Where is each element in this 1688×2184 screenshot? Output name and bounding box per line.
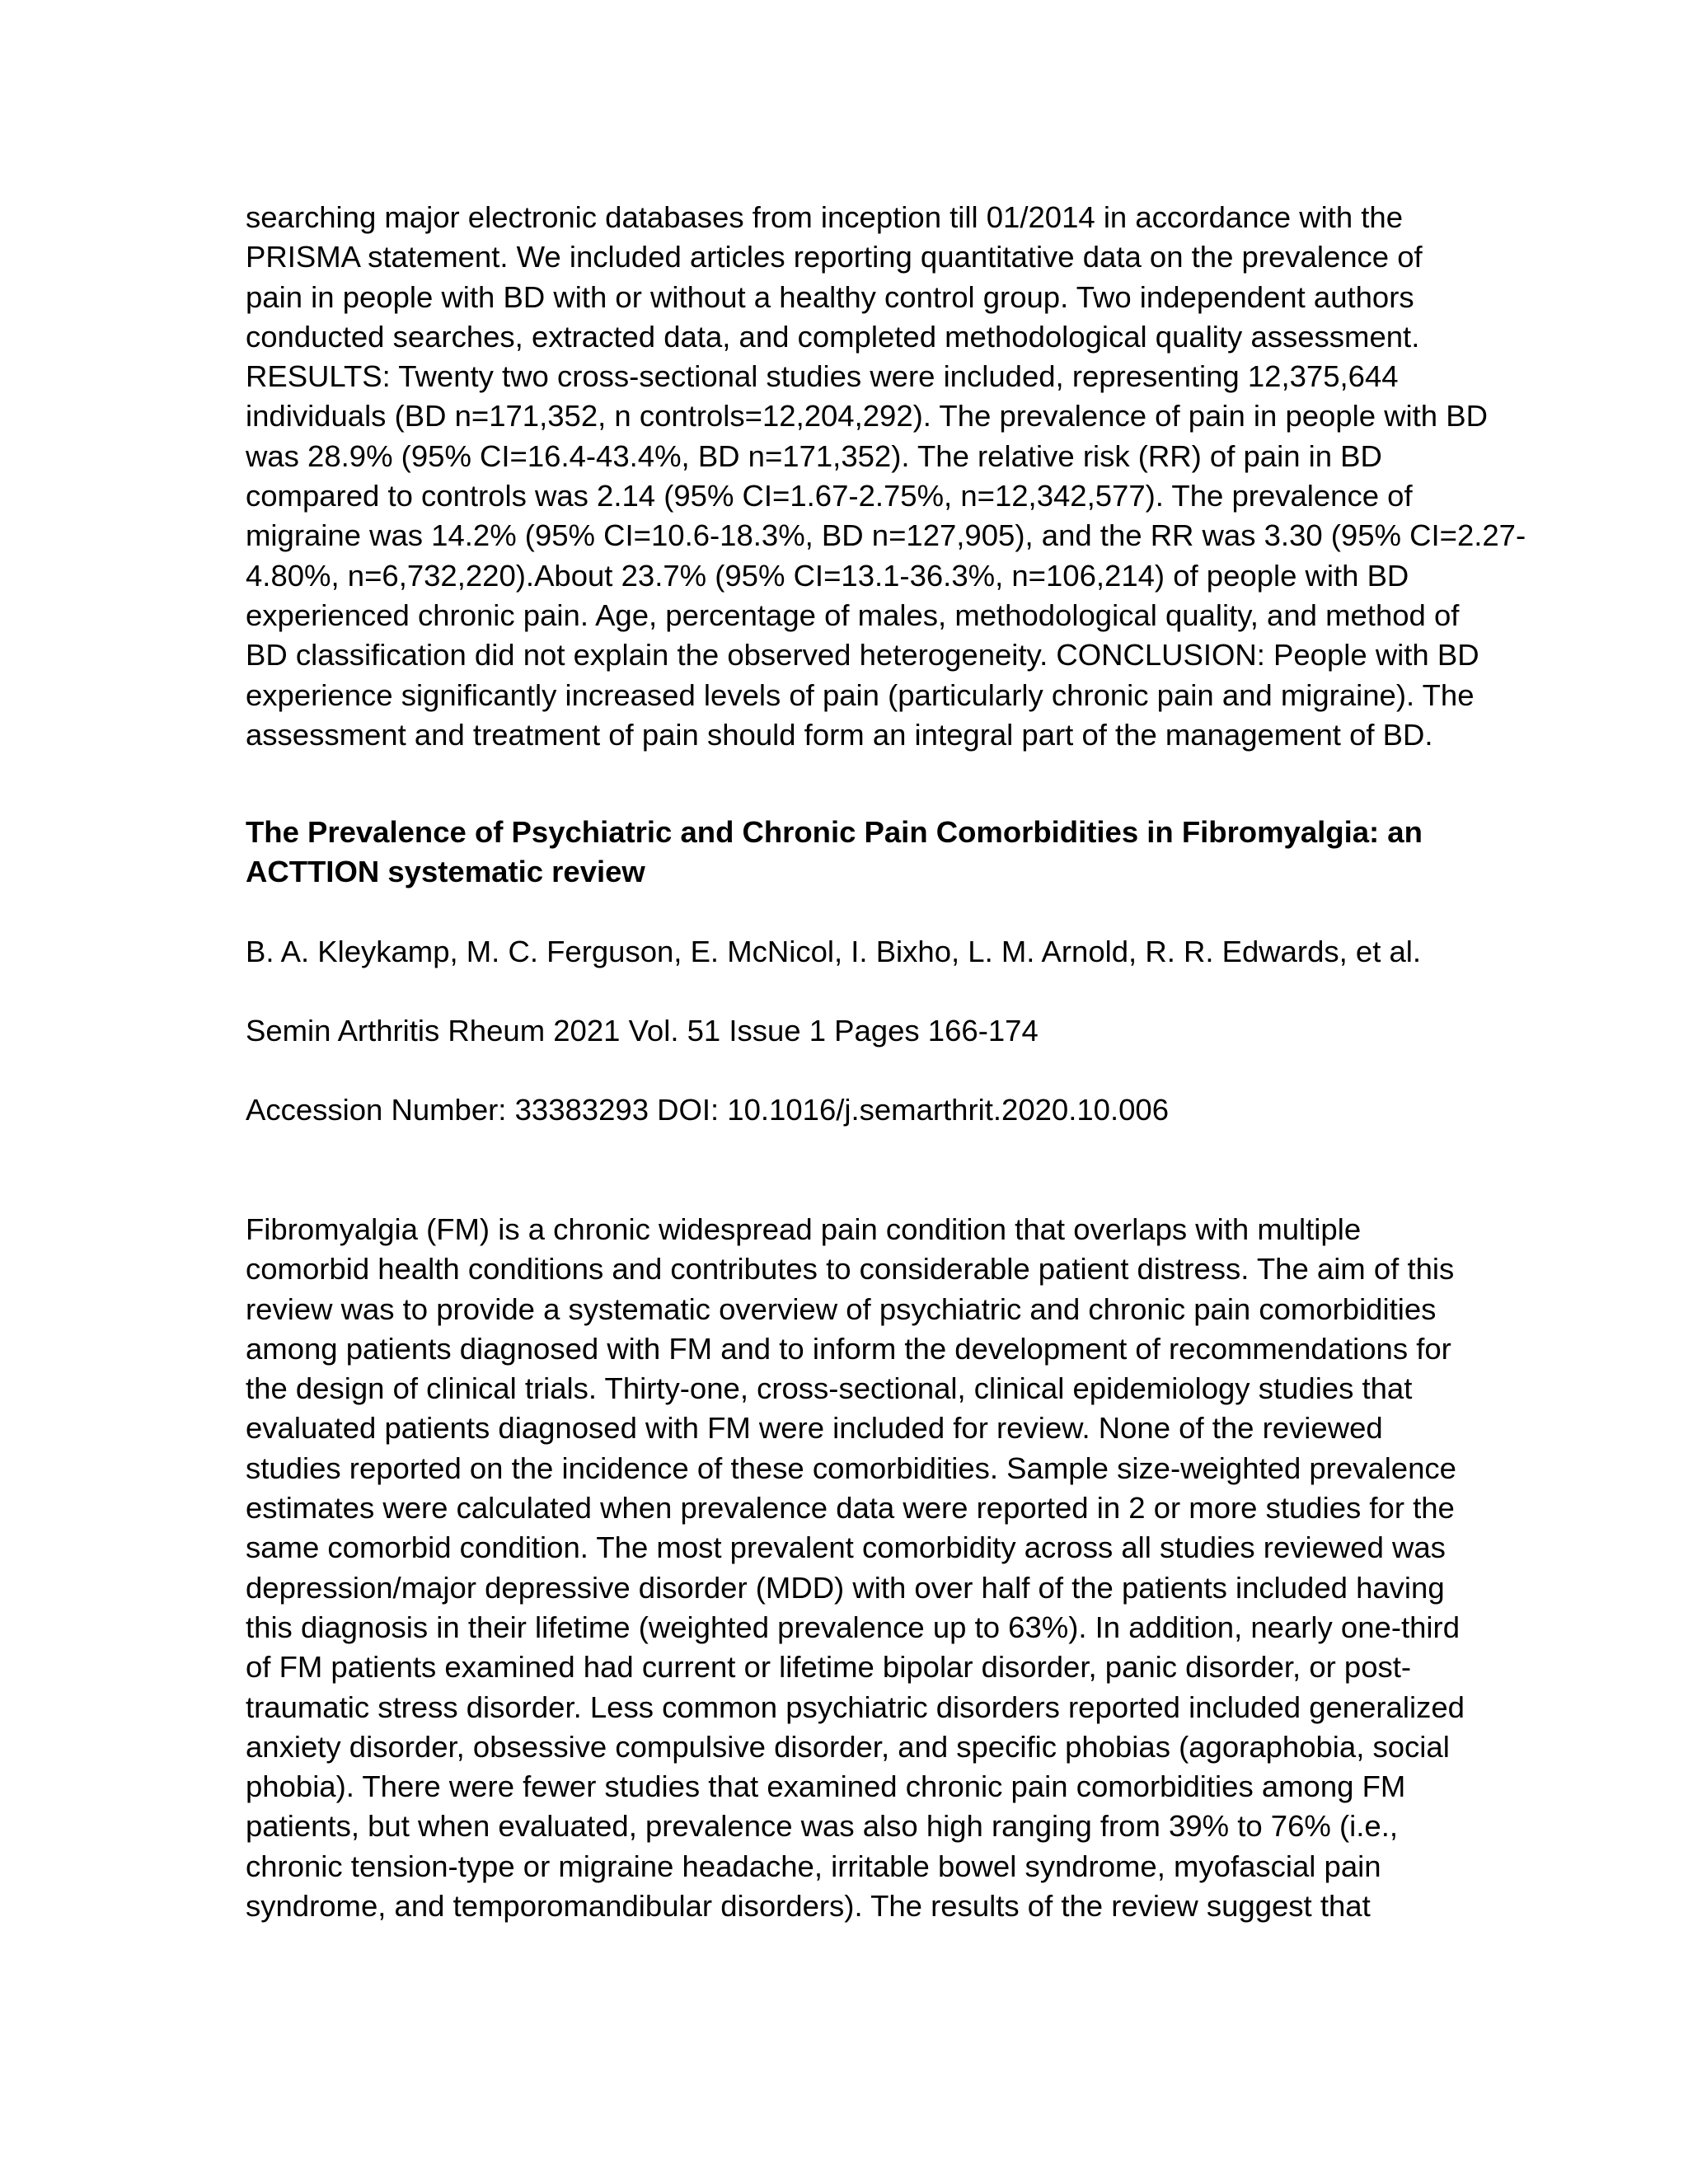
article-title-line: ACTTION systematic review [246, 855, 645, 889]
abstract-line: among patients diagnosed with FM and to inform the development of recommendations for [246, 1331, 1451, 1366]
abstract-line: conducted searches, extracted data, and completed methodological quality assessment. [246, 319, 1420, 354]
abstract-line: RESULTS: Twenty two cross-sectional studies were included, representing 12,375,644 [246, 359, 1399, 394]
previous-abstract-continued [246, 198, 1526, 755]
abstract-line: comorbid health conditions and contributes to considerable patient distress. The aim of this [246, 1252, 1455, 1286]
abstract-line: compared to controls was 2.14 (95% CI=1.67-2.75%, n=12,342,577). The prevalence of [246, 479, 1413, 513]
abstract-line: traumatic stress disorder. Less common psychiatric disorders reported included generalized [246, 1690, 1465, 1724]
abstract-line: patients, but when evaluated, prevalence was also high ranging from 39% to 76% (i.e., [246, 1809, 1398, 1844]
abstract-line: individuals (BD n=171,352, n controls=12,204,292). The prevalence of pain in people with BD [246, 399, 1488, 434]
abstract-line: chronic tension-type or migraine headache, irritable bowel syndrome, myofascial pain [246, 1849, 1381, 1883]
abstract-line: migraine was 14.2% (95% CI=10.6-18.3%, BD n=127,905), and the RR was 3.30 (95% CI=2.27- [246, 518, 1526, 553]
abstract-line: searching major electronic databases from inception till 01/2014 in accordance with the [246, 200, 1404, 234]
article-abstract [246, 1210, 1465, 1926]
abstract-line: same comorbid condition. The most prevalent comorbidity across all studies reviewed was [246, 1530, 1446, 1565]
article-journal: Semin Arthritis Rheum 2021 Vol. 51 Issue 1 Pages 166-174 [246, 1014, 1039, 1047]
article-authors: B. A. Kleykamp, M. C. Ferguson, E. McNicol, I. Bixho, L. M. Arnold, R. R. Edwards, et al. [246, 935, 1422, 968]
abstract-line: of FM patients examined had current or lifetime bipolar disorder, panic disorder, or post- [246, 1650, 1412, 1685]
article-title-line: The Prevalence of Psychiatric and Chronic Pain Comorbidities in Fibromyalgia: an [246, 815, 1423, 849]
abstract-line: PRISMA statement. We included articles reporting quantitative data on the prevalence of [246, 240, 1423, 274]
abstract-line: experience significantly increased levels of pain (particularly chronic pain and migraine). The [246, 677, 1475, 712]
abstract-line: experienced chronic pain. Age, percentage of males, methodological quality, and method of [246, 598, 1460, 632]
abstract-line: Fibromyalgia (FM) is a chronic widespread pain condition that overlaps with multiple [246, 1212, 1362, 1246]
article-accession: Accession Number: 33383293 DOI: 10.1016/j.semarthrit.2020.10.006 [246, 1093, 1170, 1127]
abstract-line: assessment and treatment of pain should form an integral part of the management of BD. [246, 717, 1433, 752]
abstract-line: was 28.9% (95% CI=16.4-43.4%, BD n=171,352). The relative risk (RR) of pain in BD [246, 438, 1382, 473]
abstract-line: pain in people with BD with or without a healthy control group. Two independent authors [246, 279, 1414, 314]
abstract-line: depression/major depressive disorder (MDD) with over half of the patients included having [246, 1570, 1445, 1605]
abstract-line: review was to provide a systematic overview of psychiatric and chronic pain comorbidities [246, 1291, 1437, 1326]
abstract-line: anxiety disorder, obsessive compulsive disorder, and specific phobias (agoraphobia, social [246, 1729, 1450, 1764]
abstract-line: phobia). There were fewer studies that examined chronic pain comorbidities among FM [246, 1769, 1406, 1804]
article-title [246, 813, 1423, 893]
abstract-line: estimates were calculated when prevalence data were reported in 2 or more studies for the [246, 1491, 1455, 1526]
abstract-line: this diagnosis in their lifetime (weighted prevalence up to 63%). In addition, nearly one-third [246, 1610, 1460, 1644]
abstract-line: evaluated patients diagnosed with FM were included for review. None of the reviewed [246, 1411, 1383, 1446]
abstract-line: 4.80%, n=6,732,220).About 23.7% (95% CI=13.1-36.3%, n=106,214) of people with BD [246, 558, 1409, 593]
abstract-line: syndrome, and temporomandibular disorders). The results of the review suggest that [246, 1889, 1371, 1924]
abstract-line: BD classification did not explain the observed heterogeneity. CONCLUSION: People with BD [246, 638, 1479, 673]
abstract-line: the design of clinical trials. Thirty-one, cross-sectional, clinical epidemiology studies that [246, 1371, 1413, 1406]
abstract-line: studies reported on the incidence of these comorbidities. Sample size-weighted prevalence [246, 1451, 1456, 1485]
